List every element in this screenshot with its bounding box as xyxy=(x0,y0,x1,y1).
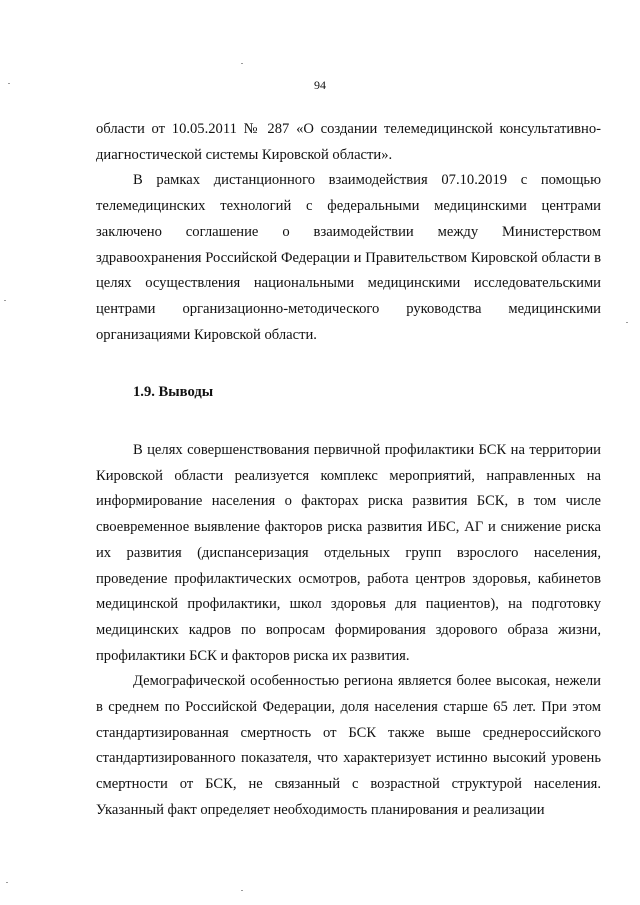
paragraph-continuation: области от 10.05.2011 № 287 «О создании телемедицинской консультативно-диагностической системы Кировской области». xyxy=(96,121,601,163)
scan-speck xyxy=(8,83,10,84)
paragraph-telemedicine: В рамках дистанционного взаимодействия 07.10.2019 с помощью телемедицинских технологий с федеральными медицинскими центрами заключено соглашение о взаимодействии между Министерством здравоохранения Российской Федерации и Правительством Кировской области в целях осуществления национальными медицинскими исследовательскими центрами организационно-методического руководства медицинскими организациями Кировской области. xyxy=(96,172,601,343)
paragraph-prevention: В целях совершенствования первичной профилактики БСК на территории Кировской области реализуется комплекс мероприятий, направленных на информирование населения о факторах риска развития БСК, в том числе своевременное выявление факторов риска развития ИБС, АГ и снижение риска их развития (диспансеризация отдельных групп взрослого населения, проведение профилактических осмотров, работа центров здоровья, кабинетов медицинской профилактики, школ здоровья для пациентов), на подготовку медицинских кадров по вопросам формирования здорового образа жизни, профилактики БСК и факторов риска их развития. xyxy=(96,442,601,664)
scan-speck xyxy=(6,882,8,883)
page-number: 94 xyxy=(314,78,326,92)
paragraph-demographics: Демографической особенностью региона является более высокая, нежели в среднем по Российской Федерации, доля населения старше 65 лет. При этом стандартизированная смертность от БСК также выше среднероссийского стандартизированного показателя, что характеризует истинно высокий уровень смертности от БСК, не связанный с возрастной структурой населения. Указанный факт определяет необходимость планирования и реализации xyxy=(96,673,601,818)
scan-speck xyxy=(241,890,243,891)
scan-speck xyxy=(626,322,628,323)
section-heading: 1.9. Выводы xyxy=(133,384,214,401)
scan-speck xyxy=(4,300,6,301)
page-body xyxy=(96,117,601,824)
scan-speck xyxy=(241,63,243,64)
